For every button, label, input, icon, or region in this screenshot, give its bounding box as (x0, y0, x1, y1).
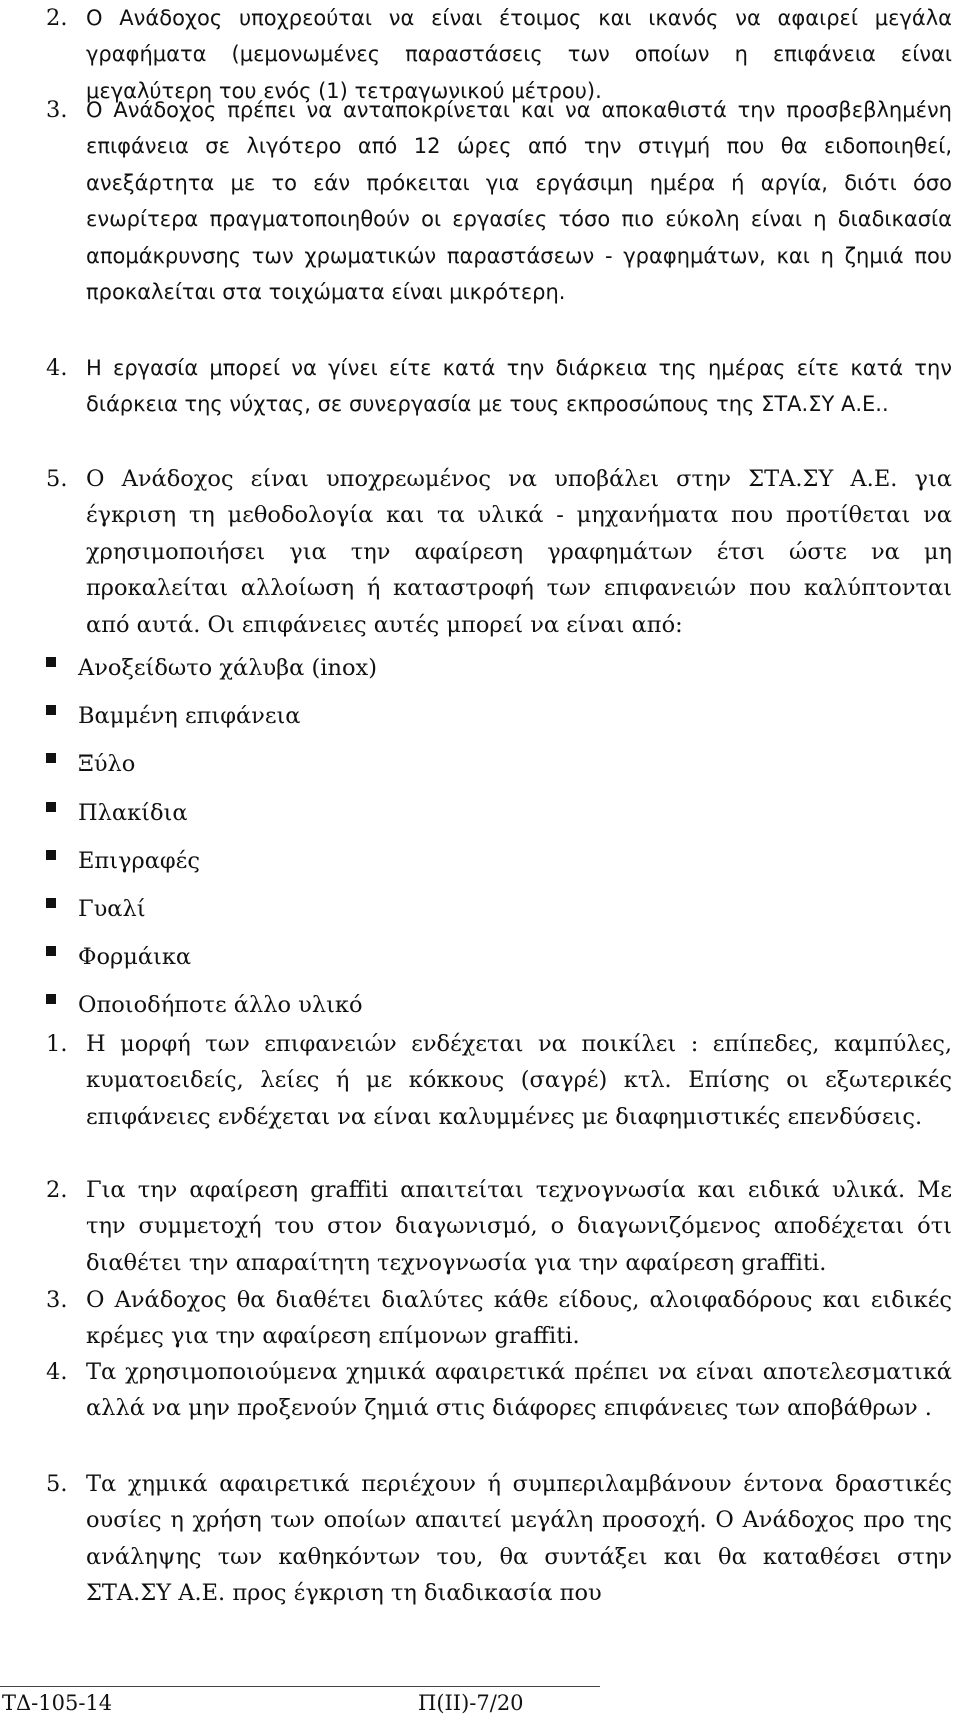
bullet-item: Βαμμένη επιφάνεια (46, 692, 926, 740)
bullet-item: Ανοξείδωτο χάλυβα (inox) (46, 644, 926, 692)
item-text: Τα χρησιμοποιούμενα χημικά αφαιρετικά πρέπει να είναι αποτελεσματικά αλλά να μην προξενούν ζημιά στις διάφορες επιφάνειες των αποβάθρων . (86, 1359, 952, 1422)
list-item (46, 92, 952, 310)
list-item (46, 1282, 952, 1355)
item-text: Τα χημικά αφαιρετικά περιέχουν ή συμπεριλαμβάνουν έντονα δραστικές ουσίες η χρήση των οποίων απαιτεί μεγάλη προσοχή. Ο Ανάδοχος προ της ανάληψης των καθηκόντων του, θα συντάξει και θα καταθέσει στην ΣΤΑ.ΣΥ Α.Ε. προς έγκριση τη διαδικασία που (86, 1471, 952, 1607)
item-number: 5. (46, 466, 68, 492)
bullet-item: Φορμάικα (46, 933, 926, 981)
item-number: 4. (46, 355, 68, 381)
item-text: Για την αφαίρεση graffiti απαιτείται τεχνογνωσία και ειδικά υλικά. Με την συμμετοχή του στον διαγωνισμό, ο διαγωνιζόμενος αποδέχεται ότι διαθέτει την απαραίτητη τεχνογνωσία για την αφαίρεση graffiti. (86, 1177, 952, 1276)
square-bullet-icon (46, 898, 56, 908)
item-number: 2. (46, 1177, 68, 1203)
item-number: 3. (46, 1287, 68, 1313)
page-number: Π(ΙΙ)-7/20 (418, 1691, 524, 1715)
item-text: Ο Ανάδοχος είναι υποχρεωμένος να υποβάλει στην ΣΤΑ.ΣΥ Α.Ε. για έγκριση τη μεθοδολογία και τα υλικά - μηχανήματα που προτίθεται να χρησιμοποιήσει για την αφαίρεση γραφημάτων έτσι ώστε να μη προκαλείται αλλοίωση ή καταστροφή των επιφανειών που καλύπτονται από αυτά. Οι επιφάνειες αυτές μπορεί να είναι από: (86, 466, 952, 638)
list-item (46, 1026, 952, 1135)
page-footer (0, 1690, 960, 1716)
footer-rule (0, 1686, 600, 1687)
square-bullet-icon (46, 994, 56, 1004)
square-bullet-icon (46, 946, 56, 956)
item-text: Η εργασία μπορεί να γίνει είτε κατά την διάρκεια της ημέρας είτε κατά την διάρκεια της νύχτας, σε συνεργασία με τους εκπροσώπους της ΣΤΑ.ΣΥ Α.Ε.. (86, 356, 952, 417)
item-text: Ο Ανάδοχος πρέπει να ανταποκρίνεται και να αποκαθιστά την προσβεβλημένη επιφάνεια σε λιγότερο από 12 ώρες από την στιγμή που θα ειδοποιηθεί, ανεξάρτητα με το εάν πρόκειται για εργάσιμη ημέρα ή αργία, διότι όσο ενωρίτερα πραγματοποιηθούν οι εργασίες τόσο πιο εύκολη είναι η διαδικασία απομάκρυνσης των χρωματικών παραστάσεων - γραφημάτων, και η ζημιά που προκαλείται στα τοιχώματα είναι μικρότερη. (86, 98, 952, 305)
surface-types-list (46, 644, 926, 1030)
bullet-item: Πλακίδια (46, 789, 926, 837)
item-number: 4. (46, 1359, 68, 1385)
bullet-item: Επιγραφές (46, 837, 926, 885)
square-bullet-icon (46, 850, 56, 860)
square-bullet-icon (46, 705, 56, 715)
item-number: 5. (46, 1471, 68, 1497)
item-number: 1. (46, 1031, 68, 1057)
square-bullet-icon (46, 657, 56, 667)
square-bullet-icon (46, 802, 56, 812)
bullet-item: Γυαλί (46, 885, 926, 933)
item-text: Ο Ανάδοχος υποχρεούται να είναι έτοιμος και ικανός να αφαιρεί μεγάλα γραφήματα (μεμονωμένες παραστάσεις των οποίων η επιφάνεια είναι μεγαλύτερη του ενός (1) τετραγωνικού μέτρου). (86, 6, 952, 103)
square-bullet-icon (46, 753, 56, 763)
list-item (46, 1354, 952, 1427)
list-item (46, 461, 952, 643)
item-text: Η μορφή των επιφανειών ενδέχεται να ποικίλει : επίπεδες, καμπύλες, κυματοειδείς, λείες ή με κόκκους (σαγρέ) κτλ. Επίσης οι εξωτερικές επιφάνειες ενδέχεται να είναι καλυμμένες με διαφημιστικές επενδύσεις. (86, 1031, 952, 1130)
list-item (46, 350, 952, 423)
item-number: 3. (46, 97, 68, 123)
item-number: 2. (46, 5, 68, 31)
bullet-item: Οποιοδήποτε άλλο υλικό (46, 981, 926, 1029)
list-item (46, 1172, 952, 1281)
bullet-item: Ξύλο (46, 740, 926, 788)
item-text: Ο Ανάδοχος θα διαθέτει διαλύτες κάθε είδους, αλοιφαδόρους και ειδικές κρέμες για την αφαίρεση επίμονων graffiti. (86, 1287, 952, 1350)
list-item (46, 1466, 952, 1612)
document-code: ΤΔ-105-14 (2, 1691, 113, 1715)
